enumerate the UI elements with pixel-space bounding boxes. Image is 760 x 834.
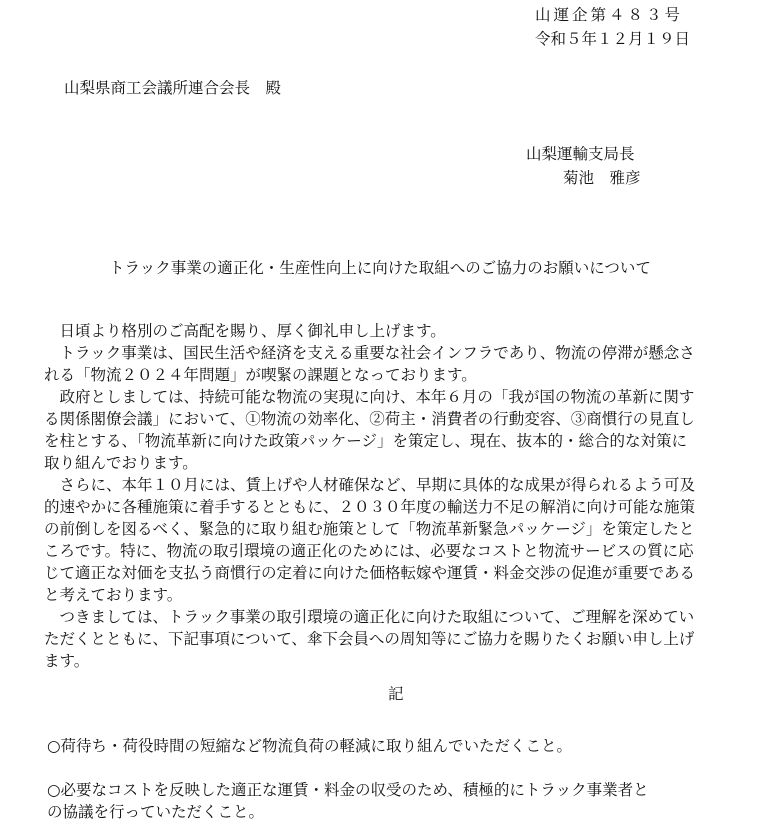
body-line: トラック事業は、国民生活や経済を支える重要な社会インフラであり、物流の停滞が懸念さ xyxy=(44,344,695,362)
body-line: ます。 xyxy=(44,652,90,670)
body-text xyxy=(44,320,744,672)
list-item: ○荷待ち・荷役時間の短縮など物流負荷の軽減に取り組んでいただくこと。 xyxy=(47,737,573,755)
body-line: 日頃より格別のご高配を賜り、厚く御礼申し上げます。 xyxy=(44,322,446,340)
body-line: じて適正な対価を支払う商慣行の定着に向けた価格転嫁や運賃・料金交渉の促進が重要である xyxy=(44,564,696,582)
body-line: の前倒しを図るべく、緊急的に取り組む施策として「物流革新緊急パッケージ」を策定したと xyxy=(44,520,695,538)
ki-heading: 記 xyxy=(388,685,404,703)
addressee: 山梨県商工会議所連合会長 殿 xyxy=(64,79,282,97)
document-number: 山運企第４８３号 xyxy=(535,6,684,24)
sender-name: 菊池 雅彦 xyxy=(563,169,641,187)
body-line: を柱とする、「物流革新に向けた政策パッケージ」を策定し、現在、抜本的・総合的な対策に xyxy=(44,432,687,450)
subject-title: トラック事業の適正化・生産性向上に向けた取組へのご協力のお願いについて xyxy=(109,259,651,277)
sender-office: 山梨運輸支局長 xyxy=(526,145,635,163)
body-line: ただくとともに、下記事項について、傘下会員への周知等にご協力を賜りたくお願い申し上げ xyxy=(44,630,695,648)
body-line: 取り組んでおります。 xyxy=(44,454,198,472)
body-line: 政府としましては、持続可能な物流の実現に向け、本年６月の「我が国の物流の革新に関す xyxy=(44,388,695,406)
body-line: る関係閣僚会議」において、①物流の効率化、②荷主・消費者の行動変容、③商慣行の見直し xyxy=(44,410,695,428)
document-date: 令和５年１２月１９日 xyxy=(535,30,691,48)
list-item-continuation: の協議を行っていただくこと。 xyxy=(47,803,265,821)
body-line: ころです。特に、物流の取引環境の適正化のためには、必要なコストと物流サービスの質に応 xyxy=(44,542,694,560)
list-item: ○必要なコストを反映した適正な運賃・料金の収受のため、積極的にトラック事業者と xyxy=(47,781,649,799)
body-line: と考えております。 xyxy=(44,586,183,604)
body-line: さらに、本年１０月には、賃上げや人材確保など、早期に具体的な成果が得られるよう可及 xyxy=(44,476,696,494)
body-line: つきましては、トラック事業の取引環境の適正化に向けた取組について、ご理解を深めてい xyxy=(44,608,695,626)
body-line: 的速やかに各種施策に着手するとともに、２０３０年度の輸送力不足の解消に向け可能な施策 xyxy=(44,498,696,516)
body-line: れる「物流２０２４年問題」が喫緊の課題となっております。 xyxy=(44,366,477,384)
